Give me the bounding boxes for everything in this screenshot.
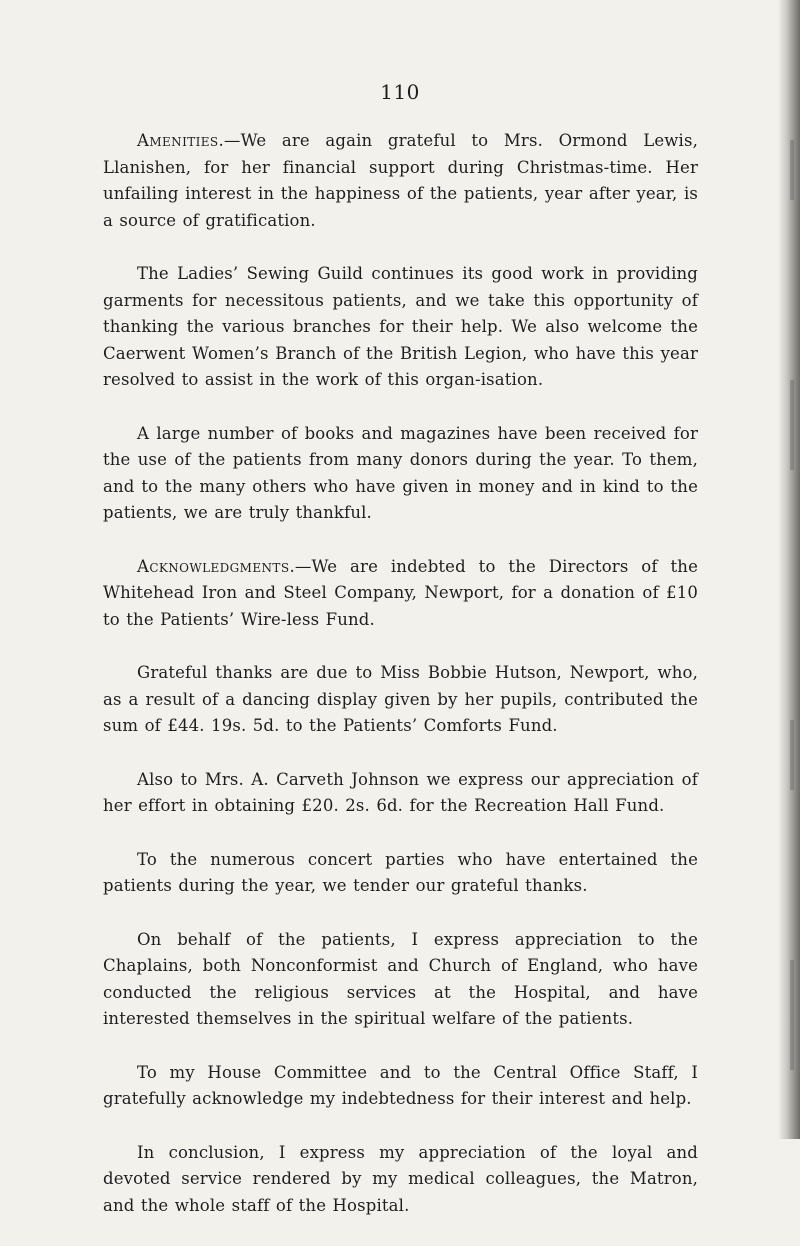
section-heading-acknowledgments: Acknowledgments xyxy=(137,556,290,576)
paragraph-books-magazines xyxy=(103,421,698,527)
paragraph-text: Also to Mrs. A. Carveth Johnson we express our appreciation of her effort in obtaining £20. 2s. 6d. for the Recreation Hall Fund. xyxy=(103,769,698,815)
paragraph-conclusion xyxy=(103,1140,698,1220)
paragraph-sewing-guild xyxy=(103,261,698,394)
paragraph-text: A large number of books and magazines have been received for the use of the patients from many donors during the year. To them, and to the many others who have given in money and in kind to the patients, we are truly thankful. xyxy=(103,423,698,522)
paragraph-text: To the numerous concert parties who have entertained the patients during the year, we tender our grateful thanks. xyxy=(103,849,698,895)
paragraph-concert-parties xyxy=(103,847,698,900)
page-number: 110 xyxy=(380,80,420,104)
paragraph-house-committee xyxy=(103,1060,698,1113)
edge-speck xyxy=(790,380,794,470)
paragraph-text: On behalf of the patients, I express appreciation to the Chaplains, both Nonconformist and Church of England, who have conducted the religious services at the Hospital, and have interested themselves in the spiritual welfare of the patients. xyxy=(103,929,698,1028)
paragraph-text: The Ladies’ Sewing Guild continues its good work in providing garments for necessitous patients, and we take this opportunity of thanking the various branches for their help. We also welcome the Caerwent Women’s Branch of the British Legion, who have this year resolved to assist in the work of this organ-isation. xyxy=(103,264,698,389)
edge-speck xyxy=(790,720,794,790)
paragraph-acknowledgments xyxy=(103,554,698,634)
section-heading-amenities: Amenities xyxy=(137,131,219,150)
paragraph-johnson xyxy=(103,767,698,820)
paragraph-text: .—We are again grateful to Mrs. Ormond Lewis, Llanishen, for her financial support during Christmas-time. Her unfailing interest in the happiness of the patients, year after year, is a source of gratification. xyxy=(103,131,698,230)
paragraph-text: In conclusion, I express my appreciation of the loyal and devoted service rendered by my medical colleagues, the Matron, and the whole staff of the Hospital. xyxy=(103,1142,698,1215)
edge-speck xyxy=(790,140,794,200)
paragraph-text: To my House Committee and to the Central Office Staff, I gratefully acknowledge my indebtedness for their interest and help. xyxy=(103,1062,698,1108)
body-text xyxy=(103,128,698,1246)
paragraph-text: .—We are indebted to the Directors of the Whitehead Iron and Steel Company, Newport, for a donation of £10 to the Patients’ Wire-less Fund. xyxy=(103,556,698,629)
page-edge-shadow xyxy=(778,0,800,1139)
paragraph-chaplains xyxy=(103,927,698,1033)
edge-speck xyxy=(790,960,794,1070)
paragraph-amenities xyxy=(103,128,698,234)
paragraph-hutson xyxy=(103,660,698,740)
paragraph-text: Grateful thanks are due to Miss Bobbie Hutson, Newport, who, as a result of a dancing display given by her pupils, contributed the sum of £44. 19s. 5d. to the Patients’ Comforts Fund. xyxy=(103,663,698,735)
